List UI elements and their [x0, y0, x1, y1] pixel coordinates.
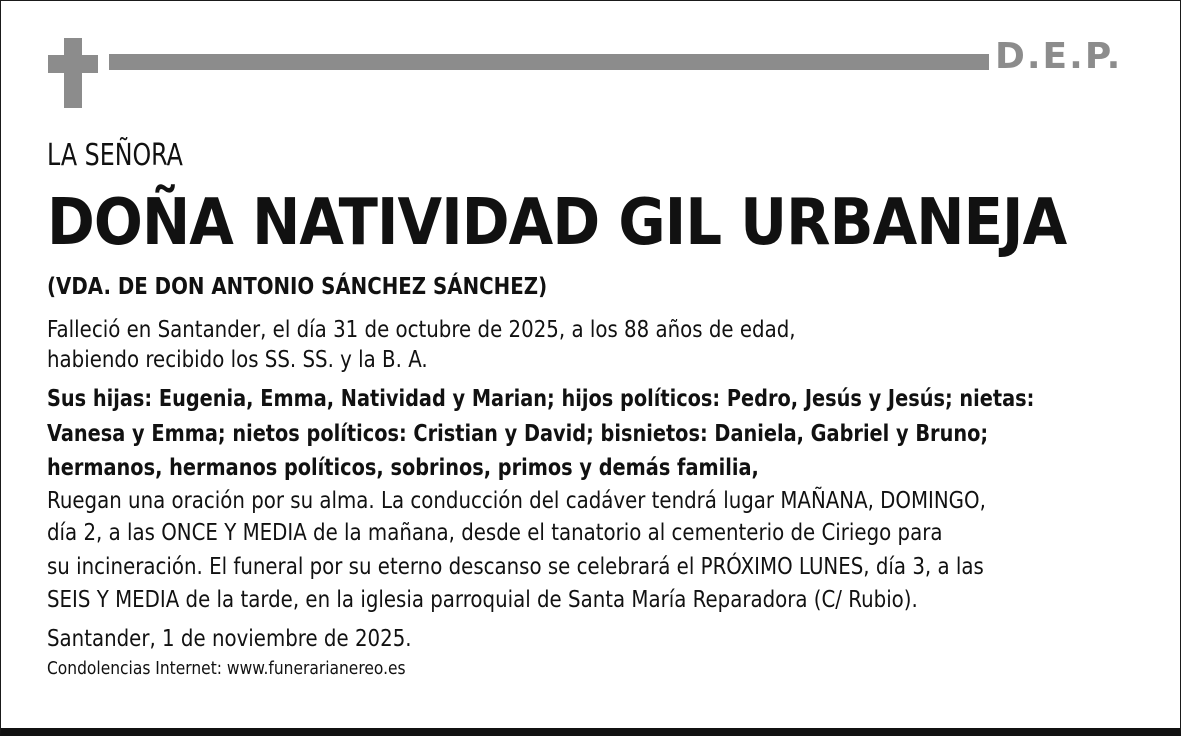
service-line: día 2, a las ONCE Y MEDIA de la mañana, desde el tanatorio al cementerio de Ciriego para	[47, 520, 943, 546]
death-line: habiendo recibido los SS. SS. y la B. A.	[47, 347, 428, 373]
header-rule	[109, 54, 989, 70]
family-line: hermanos, hermanos políticos, sobrinos, primos y demás familia,	[47, 455, 759, 481]
death-line: Falleció en Santander, el día 31 de octubre de 2025, a los 88 años de edad,	[47, 317, 796, 343]
condolences-link[interactable]: Condolencias Internet: www.funerarianereo.es	[47, 658, 406, 679]
deceased-name: DOÑA NATIVIDAD GIL URBANEJA	[47, 186, 1067, 260]
place-date: Santander, 1 de noviembre de 2025.	[47, 626, 412, 652]
family-line: Sus hijas: Eugenia, Emma, Natividad y Marian; hijos políticos: Pedro, Jesús y Jesús; nietas:	[47, 386, 1035, 412]
family-line: Vanesa y Emma; nietos políticos: Cristian y David; bisnietos: Daniela, Gabriel y Bruno;	[47, 421, 989, 447]
dep-label: D.E.P.	[995, 36, 1123, 77]
service-line: SEIS Y MEDIA de la tarde, en la iglesia parroquial de Santa María Reparadora (C/ Rubio).	[47, 587, 918, 613]
title-prefix: LA SEÑORA	[47, 138, 183, 173]
service-line: su incineración. El funeral por su eterno descanso se celebrará el PRÓXIMO LUNES, día 3, a las	[47, 554, 984, 580]
service-line: Ruegan una oración por su alma. La conducción del cadáver tendrá lugar MAÑANA, DOMINGO,	[47, 488, 986, 514]
widow-of: (VDA. DE DON ANTONIO SÁNCHEZ SÁNCHEZ)	[47, 274, 548, 300]
